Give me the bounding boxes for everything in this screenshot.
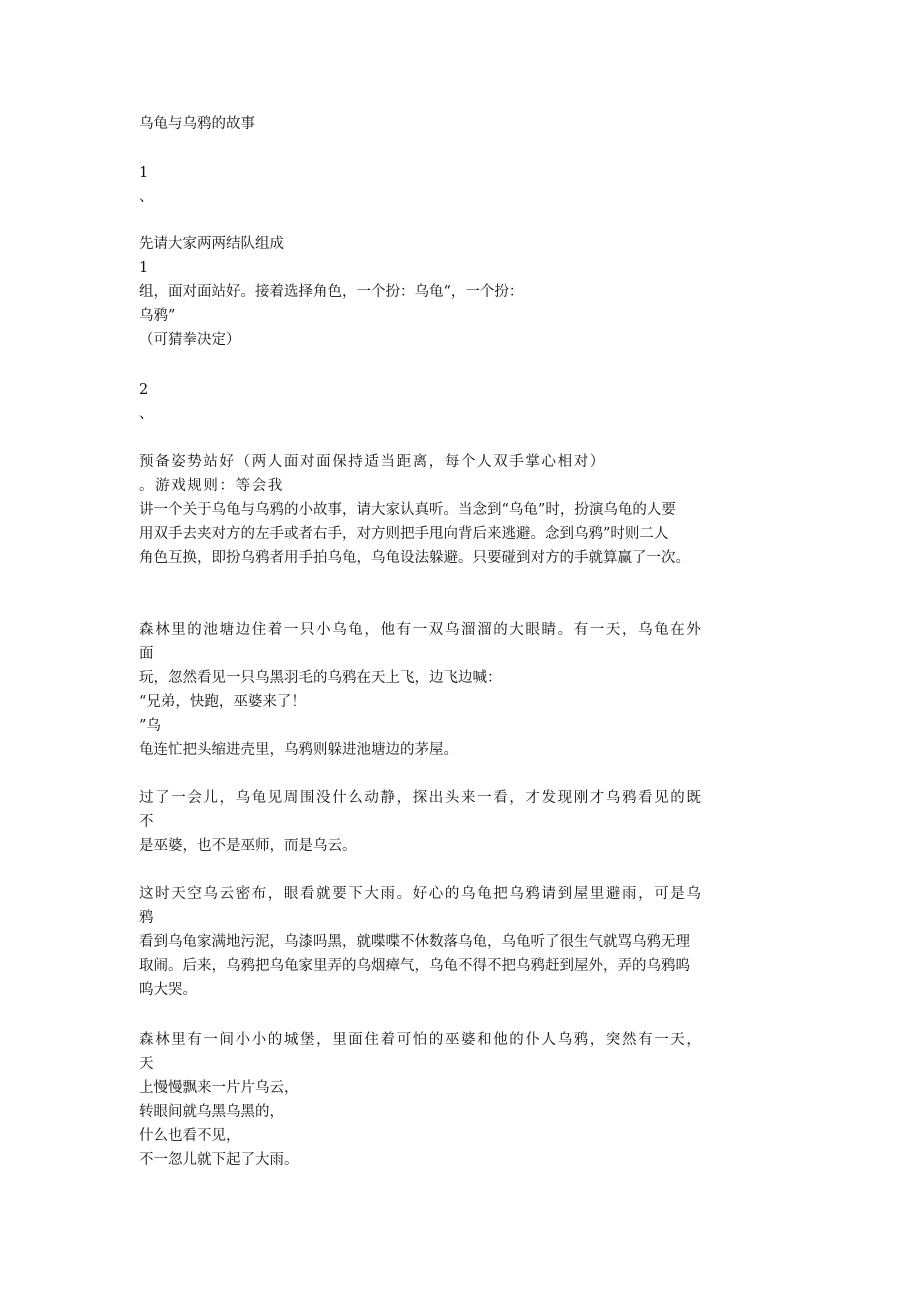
text-line: 用双手去夹对方的左手或者右手，对方则把手甩向背后来逃避。念到乌鸦”时则二人	[139, 526, 669, 542]
document-title: 乌龟与乌鸦的故事	[139, 116, 255, 132]
text-line: 呜大哭。	[139, 982, 197, 998]
text-line: 玩，忽然看见一只乌黑羽毛的乌鸦在天上飞，边飞边喊：	[139, 670, 502, 686]
text-line: 预备姿势站好（两人面对面保持适当距离，每个人双手掌心相对）	[139, 454, 606, 470]
text-line: 。游戏规则：等会我	[139, 478, 284, 494]
text-line: 过了一会儿，乌龟见周围没什么动静，探出头来一看，才发现刚才乌鸦看见的既	[139, 790, 703, 806]
text-line: 、	[139, 189, 154, 205]
text-line: 先请大家两两结队组成	[139, 236, 284, 252]
text-line: 面	[139, 646, 154, 662]
text-line: 讲一个关于乌龟与乌鸦的小故事，请大家认真听。当念到“乌龟”时，扮演乌龟的人要	[139, 502, 676, 518]
text-line: 这时天空乌云密布，眼看就要下大雨。好心的乌龟把乌鸦请到屋里避雨，可是乌	[139, 886, 703, 902]
text-line: 组，面对面站好。接着选择角色，一个扮：乌龟“，一个扮：	[139, 284, 524, 300]
text-line: 转眼间就乌黑乌黑的，	[139, 1104, 284, 1120]
text-line: 不一忽儿就下起了大雨。	[139, 1152, 299, 1168]
text-line: 是巫婆，也不是巫师，而是乌云。	[139, 838, 357, 854]
text-line: 什么也看不见，	[139, 1128, 241, 1144]
text-line: 龟连忙把头缩进壳里，乌鸦则躲进池塘边的茅屋。	[139, 742, 458, 758]
text-line: 不	[139, 814, 154, 830]
text-line: 2	[139, 382, 149, 398]
text-line: 1	[139, 260, 149, 276]
text-line: 看到乌龟家满地污泥，乌漆吗黑，就喋喋不休数落乌龟，乌龟听了很生气就骂乌鸦无理	[139, 934, 690, 950]
text-line: 鸦	[139, 910, 154, 926]
text-line: 、	[139, 406, 154, 422]
text-line: （可猜拳决定）	[139, 332, 241, 348]
text-line: 角色互换，即扮乌鸦者用手拍乌龟，乌龟设法躲避。只要碰到对方的手就算赢了一次。	[139, 550, 690, 566]
text-line: 乌鸦”	[139, 308, 176, 324]
text-line: 天	[139, 1056, 154, 1072]
text-line: 取闹。后来，乌鸦把乌龟家里弄的乌烟瘴气，乌龟不得不把乌鸦赶到屋外，弄的乌鸦呜	[139, 958, 690, 974]
text-line: 上慢慢飘来一片片乌云，	[139, 1080, 299, 1096]
text-line: ”乌	[139, 718, 161, 734]
text-line: 森林里有一间小小的城堡，里面住着可怕的巫婆和他的仆人乌鸦，突然有一天，	[139, 1032, 703, 1048]
text-line: 1	[139, 165, 149, 181]
text-line: “兄弟，快跑，巫婆来了！	[139, 694, 306, 710]
text-line: 森林里的池塘边住着一只小乌龟，他有一双乌溜溜的大眼睛。有一天，乌龟在外	[139, 622, 703, 638]
